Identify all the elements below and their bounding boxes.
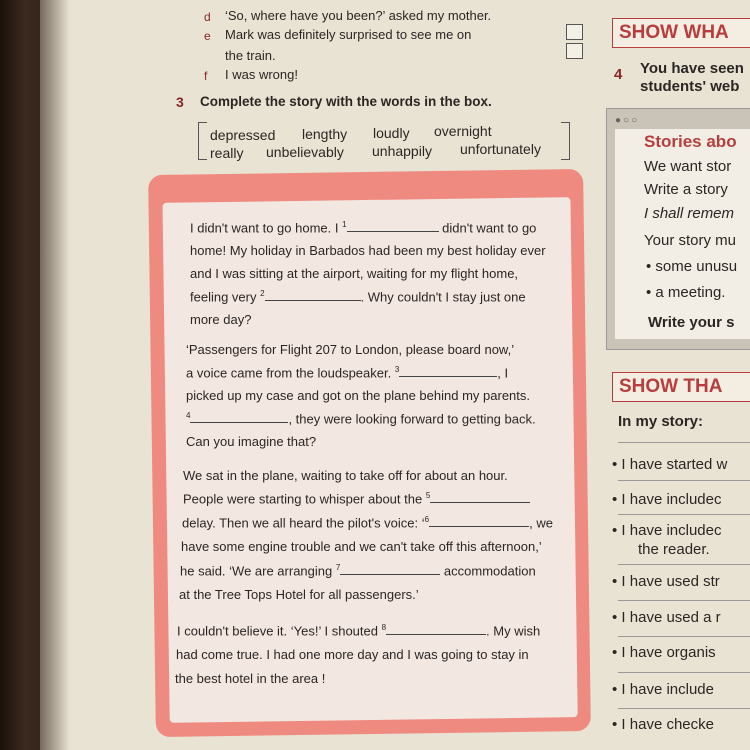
story-line: a voice came from the loudspeaker. $^3$ , I — [186, 365, 509, 381]
blank-3[interactable] — [399, 365, 497, 377]
divider — [618, 564, 750, 565]
checklist-item: • I have includec — [612, 522, 722, 539]
checklist-item: • I have organis — [612, 644, 716, 661]
blank-7[interactable] — [340, 563, 440, 575]
blank-5[interactable] — [430, 491, 530, 503]
checklist-item: • I have used a r — [612, 609, 721, 626]
panel-title: Stories abo — [644, 132, 737, 151]
blank-2[interactable] — [265, 289, 361, 301]
checklist-item-cont: the reader. — [638, 541, 710, 558]
checklist-item: • I have include — [612, 681, 714, 698]
word-option: loudly — [373, 125, 410, 141]
item-d-text: ‘So, where have you been?’ asked my mother. — [225, 8, 492, 23]
story-line: We sat in the plane, waiting to take off for about an hour. — [183, 468, 508, 483]
checklist-item: • I have started w — [612, 456, 728, 473]
checklist-item: • I have used str — [612, 573, 720, 590]
story-line: People were starting to whisper about the $^5$ — [183, 491, 530, 506]
divider — [618, 600, 750, 601]
story-line: delay. Then we all heard the pilot's voice: ‘$^6$ , we — [182, 515, 553, 531]
panel-line: I shall remem — [644, 205, 735, 222]
show-that-heading: SHOW THA — [612, 372, 750, 402]
item-letter-e: e — [204, 29, 211, 43]
story-line: I didn't want to go home. I $^1$ didn't want to go — [190, 220, 537, 236]
blank-4[interactable] — [190, 411, 288, 423]
exercise-number: 3 — [176, 94, 184, 110]
story-line: he said. ‘We are arranging $^7$ accommodation — [180, 563, 536, 579]
panel-footer: Write your s — [648, 314, 735, 331]
word-option: unfortunately — [460, 141, 541, 157]
story-line: Can you imagine that? — [186, 434, 317, 449]
word-option: lengthy — [302, 126, 348, 142]
story-line: more day? — [190, 312, 252, 327]
story-line: had come true. I had one more day and I was going to stay in — [176, 647, 529, 662]
word-option: overnight — [434, 123, 492, 139]
panel-line: Your story mu — [644, 232, 736, 249]
item-letter-f: f — [204, 69, 208, 83]
exercise-title: Complete the story with the words in the box. — [200, 94, 492, 109]
divider — [618, 514, 750, 515]
item-letter-d: d — [204, 10, 211, 24]
story-line: picked up my case and got on the plane behind my parents. — [186, 388, 530, 403]
story-line: feeling very $^2$ . Why couldn't I stay just one — [190, 289, 526, 305]
item-f-text: I was wrong! — [225, 67, 298, 82]
in-my-story-label: In my story: — [618, 413, 704, 430]
word-box — [198, 112, 570, 162]
checklist-item: • I have includec — [612, 491, 722, 508]
word-option: really — [210, 145, 244, 161]
story-line: and I was sitting at the airport, waiting for my flight home, — [190, 266, 519, 281]
panel-line: • some unusu — [646, 258, 738, 275]
blank-1[interactable] — [347, 220, 439, 232]
exercise-4-number: 4 — [614, 66, 623, 83]
story-line: have some engine trouble and we can't take off this afternoon,’ — [181, 539, 542, 554]
exercise-4-line: students' web — [640, 78, 740, 95]
divider — [618, 480, 750, 481]
divider — [618, 672, 750, 673]
item-e-text: Mark was definitely surprised to see me on — [225, 27, 472, 42]
story-line: home! My holiday in Barbados had been my best holiday ever — [190, 243, 546, 258]
story-line: I couldn't believe it. ‘Yes!’ I shouted $^8$ . My wish — [177, 623, 541, 639]
panel-line: • a meeting. — [646, 284, 726, 301]
window-dots-icon: ●○○ — [615, 115, 640, 126]
word-option: unhappily — [372, 143, 432, 159]
word-option: depressed — [210, 127, 276, 143]
divider — [618, 442, 750, 443]
answer-checkbox[interactable] — [566, 43, 583, 59]
checklist-item: • I have checke — [612, 716, 714, 733]
exercise-4-line: You have seen — [640, 60, 744, 77]
item-e-text-cont: the train. — [225, 48, 276, 63]
story-line: ‘Passengers for Flight 207 to London, please board now,’ — [186, 342, 515, 357]
panel-line: Write a story — [644, 181, 728, 198]
blank-6[interactable] — [429, 515, 529, 527]
divider — [618, 708, 750, 709]
story-line: at the Tree Tops Hotel for all passengers.’ — [179, 587, 419, 602]
word-box-right-bracket — [561, 122, 570, 160]
blank-8[interactable] — [386, 623, 486, 635]
book-spine-shadow — [0, 0, 70, 750]
word-option: unbelievably — [266, 144, 344, 160]
answer-checkbox[interactable] — [566, 24, 583, 40]
show-what-heading: SHOW WHA — [612, 18, 750, 48]
word-box-left-bracket — [198, 122, 207, 160]
divider — [618, 636, 750, 637]
story-line: $^4$ , they were looking forward to getting back. — [186, 411, 536, 427]
story-line: the best hotel in the area ! — [175, 671, 326, 686]
panel-line: We want stor — [644, 158, 732, 175]
